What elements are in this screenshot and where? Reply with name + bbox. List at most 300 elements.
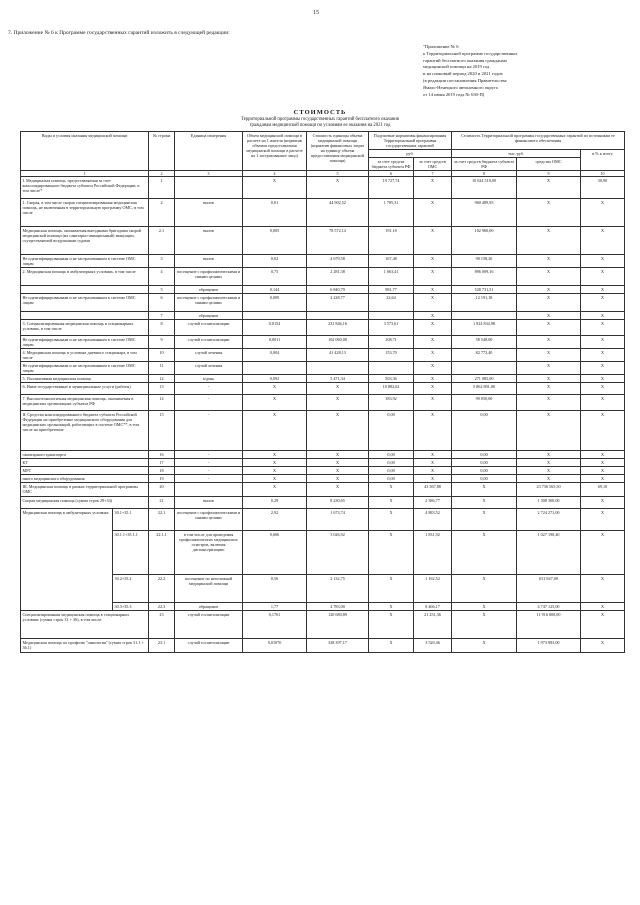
kind-cell: Не идентифицированным и не застрахованным в системе ОМС лицам bbox=[21, 294, 149, 312]
cost-unit-cell: 2 281,38 bbox=[307, 268, 369, 286]
table-row bbox=[21, 483, 625, 497]
percent-cell: X bbox=[581, 459, 625, 467]
sum-ref-cell: 30.1+35.1 bbox=[113, 509, 149, 531]
oms-cell: 8 466,17 bbox=[414, 603, 452, 611]
cost-unit-cell: 8 230,65 bbox=[307, 497, 369, 509]
header-thousand-rub: тыс. руб. bbox=[452, 150, 581, 158]
row-number-cell: 9 bbox=[149, 336, 175, 349]
oms-cell: X bbox=[414, 312, 452, 320]
cost-unit-cell bbox=[307, 362, 369, 375]
cost-unit-cell: X bbox=[307, 177, 369, 199]
col-number: 8 bbox=[452, 171, 517, 177]
oms-cell: X bbox=[414, 255, 452, 268]
budget-total-cell: X bbox=[452, 483, 517, 497]
table-row bbox=[21, 349, 625, 362]
unit-cell: обращение bbox=[175, 286, 243, 294]
unit-cell: вызов bbox=[175, 255, 243, 268]
oms-total-cell: X bbox=[517, 320, 581, 336]
row-number-cell: 7 bbox=[149, 312, 175, 320]
table-row bbox=[21, 286, 625, 294]
budget-cell: 1 663,41 bbox=[369, 268, 414, 286]
unit-cell: обращение bbox=[175, 603, 243, 611]
oms-total-cell: X bbox=[517, 383, 581, 395]
percent-cell: X bbox=[581, 531, 625, 575]
unit-cell: посещение с профилактическими и иными целями bbox=[175, 268, 243, 286]
percent-cell: X bbox=[581, 312, 625, 320]
kind-cell: 2. Медицинская помощь в амбулаторных условиях, в том числе bbox=[21, 268, 149, 286]
volume-cell: 0,606 bbox=[243, 531, 307, 575]
unit-cell: случай госпитализации bbox=[175, 611, 243, 639]
oms-total-cell: 1 308 300,00 bbox=[517, 497, 581, 509]
volume-cell: 0,0154 bbox=[243, 320, 307, 336]
percent-cell: 69,10 bbox=[581, 483, 625, 497]
cost-unit-cell: X bbox=[307, 411, 369, 451]
volume-cell bbox=[243, 312, 307, 320]
cost-unit-cell: 2 228,77 bbox=[307, 294, 369, 312]
cost-unit-cell: X bbox=[307, 483, 369, 497]
oms-cell: X bbox=[414, 268, 452, 286]
budget-cell bbox=[369, 312, 414, 320]
percent-cell: X bbox=[581, 268, 625, 286]
row-number-cell: 22.2 bbox=[149, 575, 175, 603]
cost-unit-cell: X bbox=[307, 467, 369, 475]
cost-unit-cell: 4 783,00 bbox=[307, 603, 369, 611]
oms-total-cell: X bbox=[517, 268, 581, 286]
oms-total-cell: X bbox=[517, 375, 581, 383]
percent-cell: X bbox=[581, 575, 625, 603]
budget-cell: 153,70 bbox=[369, 349, 414, 362]
budget-cell: 19 727,74 bbox=[369, 177, 414, 199]
budget-total-cell: 528 731,51 bbox=[452, 286, 517, 294]
budget-cell: 0,00 bbox=[369, 467, 414, 475]
table-row bbox=[21, 199, 625, 227]
table-row bbox=[21, 312, 625, 320]
unit-cell: случай госпитализации bbox=[175, 639, 243, 653]
oms-cell: X bbox=[414, 395, 452, 411]
percent-cell: X bbox=[581, 411, 625, 451]
kind-cell: Не идентифицированным и не застрахованным в системе ОМС лицам bbox=[21, 255, 149, 268]
table-row bbox=[21, 467, 625, 475]
table-row bbox=[21, 395, 625, 411]
budget-cell: 10 882,62 bbox=[369, 383, 414, 395]
table-row bbox=[21, 611, 625, 639]
cost-unit-cell: 1 673,74 bbox=[307, 509, 369, 531]
volume-cell: X bbox=[243, 451, 307, 459]
percent-cell: X bbox=[581, 451, 625, 459]
oms-total-cell: 2 724 271,00 bbox=[517, 509, 581, 531]
percent-cell: X bbox=[581, 286, 625, 294]
row-number-cell: 15 bbox=[149, 411, 175, 451]
document-subtitle: Территориальной программы государственных гарантий бесплатного оказания bbox=[241, 117, 399, 122]
budget-cell: 0,00 bbox=[369, 475, 414, 483]
budget-cell: 0,00 bbox=[369, 411, 414, 451]
cost-unit-cell: X bbox=[307, 475, 369, 483]
volume-cell: 0,144 bbox=[243, 286, 307, 294]
volume-cell: X bbox=[243, 459, 307, 467]
percent-cell: X bbox=[581, 349, 625, 362]
unit-cell: случай госпитализации bbox=[175, 336, 243, 349]
budget-cell: 183,92 bbox=[369, 395, 414, 411]
budget-total-cell: 271 085,00 bbox=[452, 375, 517, 383]
unit-cell: - bbox=[175, 411, 243, 451]
col-number: 9 bbox=[517, 171, 581, 177]
appendix-line: медицинской помощи на 2019 год bbox=[423, 64, 490, 70]
budget-total-cell: 58 548,00 bbox=[452, 336, 517, 349]
budget-total-cell: X bbox=[452, 603, 517, 611]
cost-unit-cell: X bbox=[307, 459, 369, 467]
kind-cell: 7. Высокотехнологичная медицинская помощь, оказываемая в медицинских организациях субъекта РФ bbox=[21, 395, 149, 411]
unit-cell: вызов bbox=[175, 497, 243, 509]
budget-cell: 3 573,61 bbox=[369, 320, 414, 336]
kind-cell: 5. Паллиативная медицинская помощь bbox=[21, 375, 149, 383]
oms-cell: X bbox=[414, 177, 452, 199]
volume-cell: 2,92 bbox=[243, 509, 307, 531]
oms-total-cell: 1 973 983,00 bbox=[517, 639, 581, 653]
budget-cell: 22,64 bbox=[369, 294, 414, 312]
oms-total-cell: X bbox=[517, 475, 581, 483]
budget-total-cell: 0,00 bbox=[452, 467, 517, 475]
volume-cell: 0,0011 bbox=[243, 336, 307, 349]
col-number: 3 bbox=[175, 171, 243, 177]
budget-cell: X bbox=[369, 575, 414, 603]
unit-cell: к/день bbox=[175, 375, 243, 383]
budget-cell: 191,18 bbox=[369, 227, 414, 255]
table-row bbox=[21, 177, 625, 199]
kind-cell: МРТ bbox=[21, 467, 149, 475]
budget-total-cell: 82 773,40 bbox=[452, 349, 517, 362]
header-cost-unit: Стоимость единицы объема медицинской помощи (норматив финансовых затрат на единицу объема предоставления медицинской помощи) bbox=[307, 132, 369, 171]
col-number: 10 bbox=[581, 171, 625, 177]
oms-total-cell: X bbox=[517, 177, 581, 199]
volume-cell: 1,77 bbox=[243, 603, 307, 611]
volume-cell: 0,009 bbox=[243, 294, 307, 312]
volume-cell: 0,1761 bbox=[243, 611, 307, 639]
percent-cell: X bbox=[581, 467, 625, 475]
row-number-cell: 14 bbox=[149, 395, 175, 411]
volume-cell: 0,01 bbox=[243, 199, 307, 227]
kind-cell: Скорая медицинская помощь (сумма строк 29+34) bbox=[21, 497, 149, 509]
cost-unit-cell bbox=[307, 312, 369, 320]
row-number-cell: 10 bbox=[149, 349, 175, 362]
kind-cell: Медицинская помощь, оказываемая выездными бригадами скорой медицинской помощи (на санитарно-авиационный) эвакуации, осуществляемой воздушными судами bbox=[21, 227, 149, 255]
table-row bbox=[21, 294, 625, 312]
row-number-cell: 8 bbox=[149, 320, 175, 336]
volume-cell: X bbox=[243, 411, 307, 451]
percent-cell: X bbox=[581, 255, 625, 268]
kind-cell: 6. Иные государственные и муниципальные услуги (работы) bbox=[21, 383, 149, 395]
appendix-line: "Приложение № 6 bbox=[423, 44, 459, 49]
oms-total-cell: X bbox=[517, 336, 581, 349]
row-number-cell: 5 bbox=[149, 286, 175, 294]
oms-total-cell: 651 847,00 bbox=[517, 575, 581, 603]
row-number-cell: 2 bbox=[149, 199, 175, 227]
budget-total-cell: X bbox=[452, 531, 517, 575]
cost-unit-cell: X bbox=[307, 383, 369, 395]
budget-cell: X bbox=[369, 611, 414, 639]
unit-cell: - bbox=[175, 395, 243, 411]
oms-cell: 3 520,46 bbox=[414, 639, 452, 653]
cost-unit-cell: 102 060,00 bbox=[307, 336, 369, 349]
percent-cell: X bbox=[581, 320, 625, 336]
oms-total-cell: X bbox=[517, 227, 581, 255]
budget-cell: X bbox=[369, 531, 414, 575]
oms-cell: X bbox=[414, 451, 452, 459]
kind-cell: 4. Медицинская помощь в условиях дневного стационара, в том числе bbox=[21, 349, 149, 362]
kind-cell: 1. Скорая, в том числе скорая специализированная медицинская помощь, не включенная в территориальную программу ОМС, в том числе bbox=[21, 199, 149, 227]
oms-cell: X bbox=[414, 199, 452, 227]
oms-cell: 4 883,52 bbox=[414, 509, 452, 531]
volume-cell: 0,29 bbox=[243, 497, 307, 509]
budget-total-cell: X bbox=[452, 611, 517, 639]
kind-cell: I. Медицинская помощь, предоставляемая за счет консолидированного бюджета субъекта Российской Федерации, в том числе* bbox=[21, 177, 149, 199]
budget-total-cell: X bbox=[452, 639, 517, 653]
row-number-cell: 3 bbox=[149, 255, 175, 268]
percent-cell: X bbox=[581, 336, 625, 349]
table-row bbox=[21, 497, 625, 509]
percent-cell: X bbox=[581, 199, 625, 227]
budget-cell: 0,00 bbox=[369, 459, 414, 467]
oms-total-cell: X bbox=[517, 395, 581, 411]
oms-cell: 1 831,92 bbox=[414, 531, 452, 575]
unit-cell: обращение bbox=[175, 312, 243, 320]
budget-cell: X bbox=[369, 603, 414, 611]
appendix-block bbox=[423, 44, 623, 98]
row-number-cell: 16 bbox=[149, 451, 175, 459]
oms-cell: 1 162,52 bbox=[414, 575, 452, 603]
kind-cell: III. Медицинская помощь в рамках территориальной программы ОМС bbox=[21, 483, 149, 497]
percent-cell: X bbox=[581, 362, 625, 375]
kind-cell: Не идентифицированным и не застрахованным в системе ОМС лицам bbox=[21, 336, 149, 349]
table-row bbox=[21, 336, 625, 349]
budget-total-cell: 960 489,95 bbox=[452, 199, 517, 227]
header-oms: за счет средств ОМС bbox=[414, 158, 452, 171]
page-number: 15 bbox=[313, 10, 319, 16]
cost-unit-cell: 41 428,13 bbox=[307, 349, 369, 362]
header-oms-total: средства ОМС bbox=[517, 158, 581, 171]
col-number: 1 bbox=[21, 171, 149, 177]
row-number-cell: 1 bbox=[149, 177, 175, 199]
kind-cell: КТ bbox=[21, 459, 149, 467]
row-number-cell: 13 bbox=[149, 383, 175, 395]
oms-total-cell: X bbox=[517, 467, 581, 475]
table-row bbox=[21, 362, 625, 375]
intro-line: 7. Приложение № 6 к Программе государственных гарантий изложить в следующей редакции: bbox=[8, 30, 230, 36]
oms-total-cell: X bbox=[517, 286, 581, 294]
unit-cell: - bbox=[175, 467, 243, 475]
oms-cell: X bbox=[414, 475, 452, 483]
budget-cell: 167,48 bbox=[369, 255, 414, 268]
volume-cell: X bbox=[243, 177, 307, 199]
cost-unit-cell: 78 572,14 bbox=[307, 227, 369, 255]
unit-cell: вызов bbox=[175, 227, 243, 255]
unit-cell: - bbox=[175, 459, 243, 467]
cost-table bbox=[20, 131, 625, 653]
oms-cell: X bbox=[414, 320, 452, 336]
col-number: 2 bbox=[149, 171, 175, 177]
cost-unit-cell: 328 397,17 bbox=[307, 639, 369, 653]
row-number-cell: 20 bbox=[149, 483, 175, 497]
volume-cell: X bbox=[243, 475, 307, 483]
table-row bbox=[21, 411, 625, 451]
oms-cell: X bbox=[414, 362, 452, 375]
document-title: СТОИМОСТЬ bbox=[293, 109, 347, 116]
cost-unit-cell: 2 132,75 bbox=[307, 575, 369, 603]
header-kinds: Виды и условия оказания медицинской помощи bbox=[21, 132, 149, 171]
percent-cell: X bbox=[581, 227, 625, 255]
oms-total-cell: X bbox=[517, 349, 581, 362]
oms-total-cell: 11 916 000,00 bbox=[517, 611, 581, 639]
document-subtitle: гражданам медицинской помощи по условиям ее оказания на 2021 год bbox=[249, 123, 391, 128]
kind-cell: Медицинская помощь по профилю "онкология" (сумма строк 31.1 + 36.1) bbox=[21, 639, 149, 653]
oms-total-cell: X bbox=[517, 411, 581, 451]
budget-total-cell: 0,00 bbox=[452, 451, 517, 459]
volume-cell: 0,01070 bbox=[243, 639, 307, 653]
table-row bbox=[21, 375, 625, 383]
unit-cell: вызов bbox=[175, 199, 243, 227]
table-row bbox=[21, 268, 625, 286]
col-number: 4 bbox=[243, 171, 307, 177]
table-row bbox=[21, 509, 625, 531]
oms-total-cell: X bbox=[517, 199, 581, 227]
oms-cell: 43 367,88 bbox=[414, 483, 452, 497]
kind-cell: 3. Специализированная медицинская помощь в стационарных условиях, в том числе bbox=[21, 320, 149, 336]
budget-total-cell: 0,00 bbox=[452, 411, 517, 451]
row-number-cell: 22.3 bbox=[149, 603, 175, 611]
unit-cell: - bbox=[175, 383, 243, 395]
volume-cell: 0,75 bbox=[243, 268, 307, 286]
budget-cell: X bbox=[369, 639, 414, 653]
row-number-cell: 19 bbox=[149, 475, 175, 483]
table-row bbox=[21, 459, 625, 467]
row-number-cell: 12 bbox=[149, 375, 175, 383]
kind-cell: II. Средства консолидированного бюджета субъекта Российской Федерации на приобретение медицинского оборудования для медицинских организаций, работающих в системе ОМС**, в том числе на приобретение bbox=[21, 411, 149, 451]
unit-cell: посещение с профилактическими и иными целями bbox=[175, 509, 243, 531]
percent-cell: X bbox=[581, 294, 625, 312]
row-number-cell: 17 bbox=[149, 459, 175, 467]
table-row bbox=[21, 320, 625, 336]
appendix-line: Ямало-Ненецкого автономного округа bbox=[423, 84, 498, 90]
row-number-cell: 21 bbox=[149, 497, 175, 509]
budget-cell: 503,36 bbox=[369, 375, 414, 383]
appendix-line: гарантий бесплатного оказания гражданам bbox=[423, 57, 507, 63]
kind-cell: Медицинская помощь в амбулаторных условиях bbox=[21, 509, 113, 611]
budget-total-cell bbox=[452, 312, 517, 320]
table-row bbox=[21, 383, 625, 395]
budget-total-cell: X bbox=[452, 575, 517, 603]
percent-cell: X bbox=[581, 395, 625, 411]
kind-cell: Не идентифицированным и не застрахованным в системе ОМС лицам bbox=[21, 362, 149, 375]
budget-total-cell: 102 960,00 bbox=[452, 227, 517, 255]
budget-cell bbox=[369, 362, 414, 375]
header-total-cost: Стоимость Территориальной программы государственных гарантий по источникам ее финансового обеспечения bbox=[452, 132, 625, 150]
unit-cell bbox=[175, 177, 243, 199]
appendix-line: к Территориальной программе государственных bbox=[423, 50, 518, 56]
oms-cell: X bbox=[414, 349, 452, 362]
percent-cell: 30,90 bbox=[581, 177, 625, 199]
oms-cell: X bbox=[414, 336, 452, 349]
cost-unit-cell: 6 840,79 bbox=[307, 286, 369, 294]
budget-total-cell: 0,00 bbox=[452, 475, 517, 483]
budget-cell: X bbox=[369, 509, 414, 531]
table-row bbox=[21, 255, 625, 268]
percent-cell: X bbox=[581, 639, 625, 653]
unit-cell: в том числе для проведения профилактических медицинских осмотров, включая диспансеризацию bbox=[175, 531, 243, 575]
kind-cell: санитарного транспорта bbox=[21, 451, 149, 459]
volume-cell: 0,004 bbox=[243, 349, 307, 362]
header-percent: в % к итогу bbox=[581, 150, 625, 171]
col-number: 7 bbox=[414, 171, 452, 177]
percent-cell: X bbox=[581, 603, 625, 611]
budget-total-cell: 0,00 bbox=[452, 459, 517, 467]
oms-total-cell: X bbox=[517, 255, 581, 268]
sum-ref-cell: 30.1.1+35.1.1 bbox=[113, 531, 149, 575]
col-number: 6 bbox=[369, 171, 414, 177]
budget-total-cell: 10 624 518,00 bbox=[452, 177, 517, 199]
appendix-line: от 14 июня 2019 года № 630-П) bbox=[423, 91, 485, 97]
header-unit: Единица измерения bbox=[175, 132, 243, 171]
budget-cell: 108,71 bbox=[369, 336, 414, 349]
col-number: 5 bbox=[307, 171, 369, 177]
header-rub: руб. bbox=[369, 150, 452, 158]
kind-cell bbox=[21, 286, 149, 294]
header-volume: Объем медицинской помощи в расчете на 1 жителя (норматив объемов предоставления медицинской помощи в расчете на 1 застрахованное лицо) bbox=[243, 132, 307, 171]
budget-total-cell: X bbox=[452, 497, 517, 509]
percent-cell: X bbox=[581, 509, 625, 531]
appendix-line: и на плановый период 2020 и 2021 годов bbox=[423, 71, 503, 77]
oms-cell: 2 386,77 bbox=[414, 497, 452, 509]
oms-cell: X bbox=[414, 459, 452, 467]
table-row bbox=[21, 475, 625, 483]
oms-total-cell: 4 747 125,00 bbox=[517, 603, 581, 611]
budget-cell: 0,00 bbox=[369, 451, 414, 459]
percent-cell: X bbox=[581, 611, 625, 639]
budget-cell: 1 785,31 bbox=[369, 199, 414, 227]
sum-ref-cell: 30.2+35.2 bbox=[113, 575, 149, 603]
row-number-cell: 23.1 bbox=[149, 639, 175, 653]
row-number-cell: 22.1.1 bbox=[149, 531, 175, 575]
budget-total-cell bbox=[452, 362, 517, 375]
cost-unit-cell: X bbox=[307, 395, 369, 411]
header-row-no: № строки bbox=[149, 132, 175, 171]
budget-cell: X bbox=[369, 483, 414, 497]
unit-cell: случай лечения bbox=[175, 349, 243, 362]
oms-cell: X bbox=[414, 467, 452, 475]
volume-cell: X bbox=[243, 395, 307, 411]
header-budget: за счет средств бюджета субъекта РФ bbox=[369, 158, 414, 171]
kind-cell bbox=[21, 312, 149, 320]
row-number-cell: 6 bbox=[149, 294, 175, 312]
row-number-cell: 4 bbox=[149, 268, 175, 286]
volume-cell: X bbox=[243, 467, 307, 475]
oms-total-cell: X bbox=[517, 451, 581, 459]
percent-cell: X bbox=[581, 383, 625, 395]
header-budget-total: за счет средств бюджета субъекта РФ bbox=[452, 158, 517, 171]
cost-unit-cell: 4 679,58 bbox=[307, 255, 369, 268]
unit-cell: - bbox=[175, 451, 243, 459]
header-per-capita: Подушевые нормативы финансирования Территориальной программы государственных гарантий bbox=[369, 132, 452, 150]
volume-cell: X bbox=[243, 383, 307, 395]
oms-total-cell: X bbox=[517, 312, 581, 320]
budget-cell: 981,77 bbox=[369, 286, 414, 294]
budget-total-cell: 1 924 834,98 bbox=[452, 320, 517, 336]
budget-cell: X bbox=[369, 497, 414, 509]
oms-total-cell: X bbox=[517, 362, 581, 375]
oms-cell: X bbox=[414, 294, 452, 312]
row-number-cell: 22.1 bbox=[149, 509, 175, 531]
budget-total-cell: 99 050,00 bbox=[452, 395, 517, 411]
cost-unit-cell: 231 846,16 bbox=[307, 320, 369, 336]
row-number-cell: 23 bbox=[149, 611, 175, 639]
